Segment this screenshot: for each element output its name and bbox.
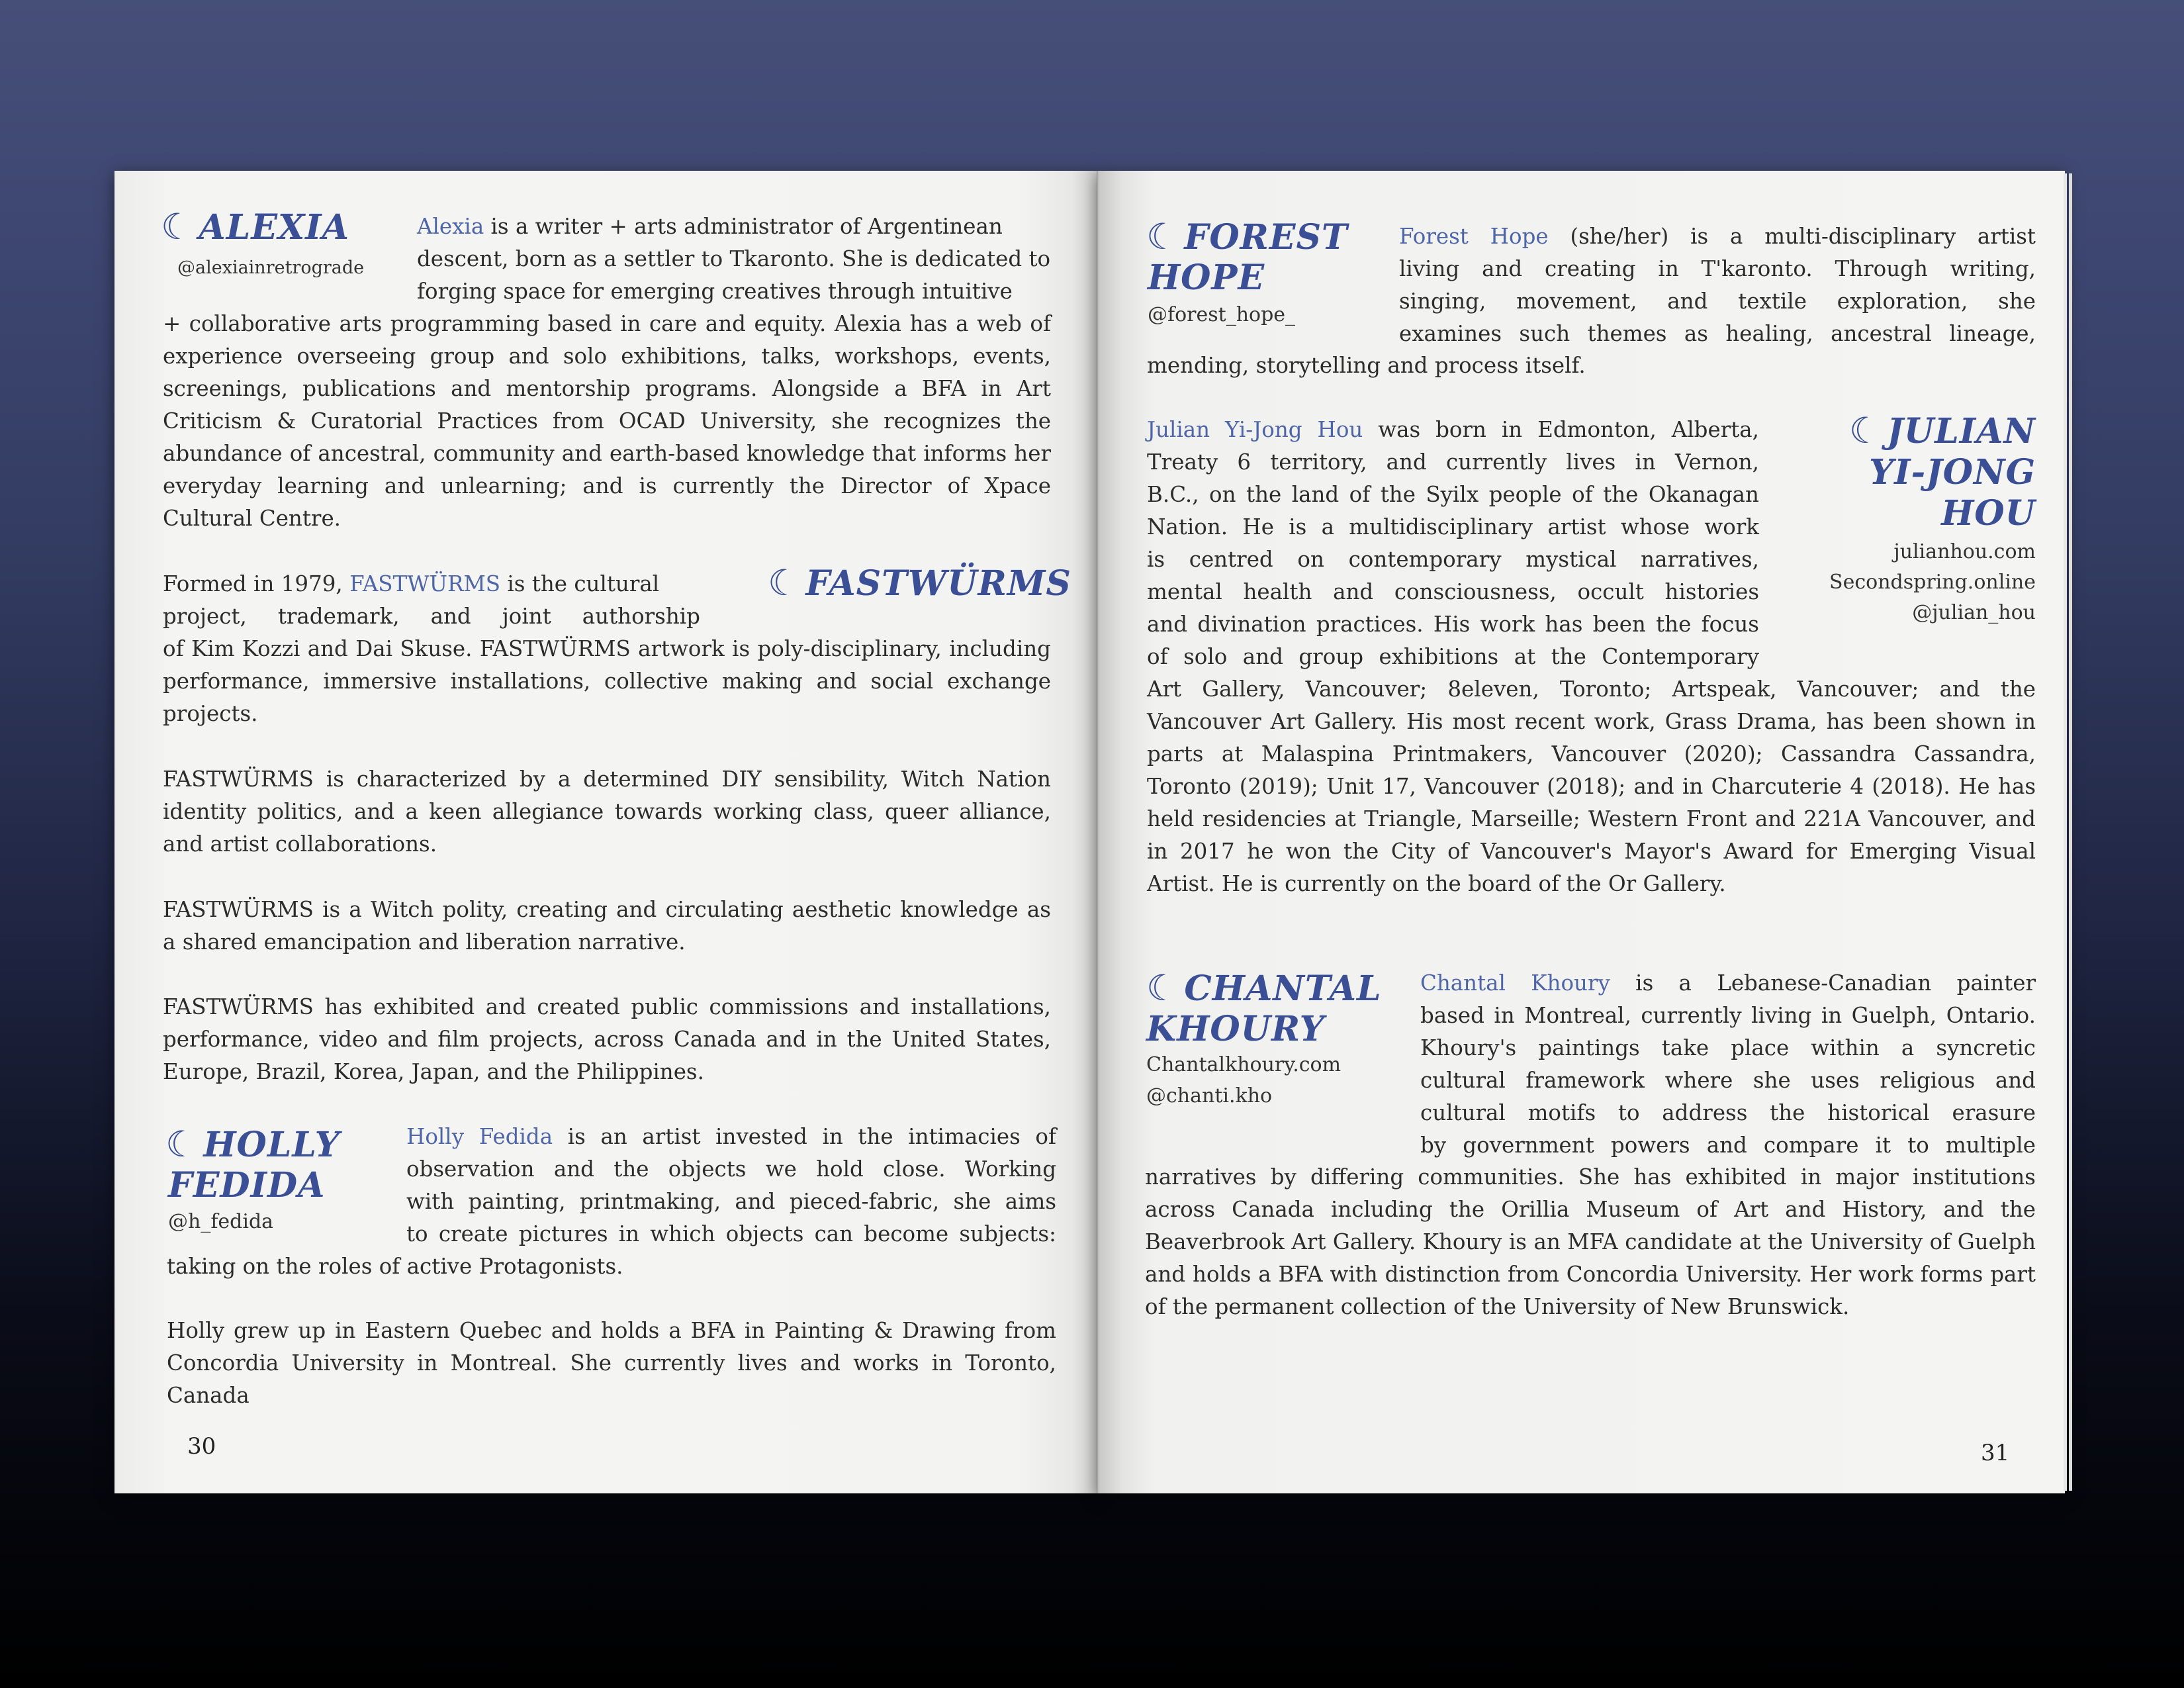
julian-secondary-link[interactable]: Secondspring.online [1829, 571, 2036, 594]
chantal-website-link[interactable]: Chantalkhoury.com [1146, 1053, 1342, 1076]
alexia-bio-head: Alexia is a writer + arts administrator of Argentinean descent, born as a settler to Tkaronto. She is dedicated to forging space for emerging creatives through intuitive [417, 214, 1051, 304]
page-edge [2064, 173, 2067, 1491]
alexia-handle: @alexiainretrograde [177, 258, 365, 278]
fastwurms-heading: ☾ FASTWÜRMS [768, 562, 1071, 604]
julian-website-link[interactable]: julianhou.com [1893, 540, 2036, 563]
page-edge [2069, 173, 2072, 1491]
fastwurms-para-2: FASTWÜRMS is characterized by a determined DIY sensibility, Witch Nation identity politics, and a keen allegiance towards working class, queer alliance, and artist collaborations. [163, 767, 1051, 857]
chantal-bio-head: Chantal Khoury is a Lebanese-Canadian painter based in Montreal, currently living in Guelph, Ontario. Khoury's paintings take place within a syncretic cultural framework where she uses religious and cultural motifs to address the historical erasure by government powers and compare it to multiple [1420, 970, 2036, 1158]
alexia-bio: + collaborative arts programming based in care and equity. Alexia has a web of experience overseeing group and solo exhibitions, talks, workshops, events, screenings, publications and mentorship programs. Alongside a BFA in Art Criticism & Curatorial Practices from OCAD University, she recognizes the abundance of ancestral, community and earth-based knowledge that informs her everyday learning and unlearning; and is currently the Director of Xpace Cultural Centre. [163, 311, 1051, 531]
julian-heading-block [1787, 410, 2036, 628]
holly-handle: @h_fedida [168, 1210, 274, 1233]
forest-heading: ☾ FOREST [1146, 216, 1348, 258]
chantal-heading: ☾ CHANTAL [1146, 967, 1382, 1009]
julian-name-link: Julian Yi-Jong Hou [1147, 417, 1363, 442]
julian-heading-line-2: YI-JONG [1869, 452, 2036, 492]
holly-heading-line-2: FEDIDA [168, 1165, 326, 1205]
fastwurms-bio: of Kim Kozzi and Dai Skuse. FASTWÜRMS artwork is poly-disciplinary, including performance, immersive installations, collective making and social exchange projects. [163, 636, 1051, 726]
forest-heading-line-2: HOPE [1148, 258, 1265, 298]
alexia-heading: ☾ ALEXIA [161, 206, 349, 248]
crescent-moon-icon: ☾ [768, 562, 801, 604]
julian-heading: ☾ JULIAN [1848, 410, 2036, 451]
chantal-bio: narratives by differing communities. She has exhibited in major institutions across Canada including the Orillia Museum of Art and History, and the Beaverbrook Art Gallery. Khoury is an MFA candidate at the University of Guelph and holds a BFA with distinction from Concordia University. Her work forms part of the permanent collection of the University of New Brunswick. [1145, 1164, 2036, 1319]
book-gutter [1072, 171, 1122, 1493]
julian-bio: Art Gallery, Vancouver; 8eleven, Toronto; Artspeak, Vancouver; and the Vancouver Art Gallery. His most recent work, Grass Drama, has been shown in parts at Malaspina Printmakers, Vancouver (2020); Cassandra Cassandra, Toronto (2019); Unit 17, Vancouver (2018); and in Charcuterie 4 (2018). He has held residencies at Triangle, Marseille; Western Front and 221A Vancouver, and in 2017 he won the City of Vancouver's Mayor's Award for Emerging Visual Artist. He is currently on the board of the Or Gallery. [1147, 677, 2036, 896]
holly-heading: ☾ HOLLY [165, 1123, 340, 1165]
fastwurms-para-4: FASTWÜRMS has exhibited and created public commissions and installations, performance, video and film projects, across Canada and in the United States, Europe, Brazil, Korea, Japan, and the Philippines. [163, 994, 1051, 1084]
page-number-left: 30 [187, 1433, 216, 1460]
holly-para-2: Holly grew up in Eastern Quebec and holds a BFA in Painting & Drawing from Concordia University in Montreal. She currently lives and works in Toronto, Canada [167, 1318, 1056, 1408]
fastwurms-name-link: FASTWÜRMS [349, 571, 501, 596]
chantal-handle: @chanti.kho [1146, 1084, 1273, 1107]
crescent-moon-icon: ☾ [1146, 967, 1179, 1009]
crescent-moon-icon: ☾ [161, 206, 194, 248]
fastwurms-intro: Formed in 1979, FASTWÜRMS is the cultural project, trademark, and joint authorship [163, 571, 700, 629]
forest-bio: mending, storytelling and process itself. [1147, 353, 1586, 378]
crescent-moon-icon: ☾ [1146, 216, 1179, 258]
chantal-name-link: Chantal Khoury [1420, 970, 1610, 996]
crescent-moon-icon: ☾ [165, 1123, 199, 1165]
alexia-name-link: Alexia [417, 214, 484, 239]
forest-handle: @forest_hope_ [1148, 303, 1296, 326]
chantal-heading-line-2: KHOURY [1146, 1009, 1325, 1049]
julian-bio-head: Julian Yi-Jong Hou was born in Edmonton, Alberta, Treaty 6 territory, and currently lives in Vernon, B.C., on the land of the Syilx people of the Okanagan Nation. He is a multidisciplinary artist whose work is centred on contemporary mystical narratives, mental health and consciousness, occult histories and divination practices. His work has been the focus of solo and group exhibitions at the Contemporary [1147, 417, 1759, 669]
holly-bio-head: Holly Fedida is an artist invested in the intimacies of observation and the objects we hold close. Working with painting, printmaking, and pieced-fabric, she aims to create pictures in which objects can become subjects: [406, 1124, 1056, 1246]
julian-handle: @julian_hou [1912, 601, 2036, 624]
julian-heading-line-3: HOU [1941, 493, 2036, 534]
page-number-right: 31 [1981, 1440, 2010, 1466]
holly-name-link: Holly Fedida [406, 1124, 553, 1149]
forest-name-link: Forest Hope [1399, 224, 1549, 249]
forest-bio-head: Forest Hope (she/her) is a multi-disciplinary artist living and creating in T'karonto. Through writing, singing, movement, and textile exploration, she examines such themes as healing, ancestral lineage, [1399, 224, 2036, 346]
holly-bio: taking on the roles of active Protagonists. [167, 1254, 623, 1279]
crescent-moon-icon: ☾ [1848, 410, 1882, 451]
fastwurms-para-3: FASTWÜRMS is a Witch polity, creating and circulating aesthetic knowledge as a shared emancipation and liberation narrative. [163, 897, 1051, 955]
